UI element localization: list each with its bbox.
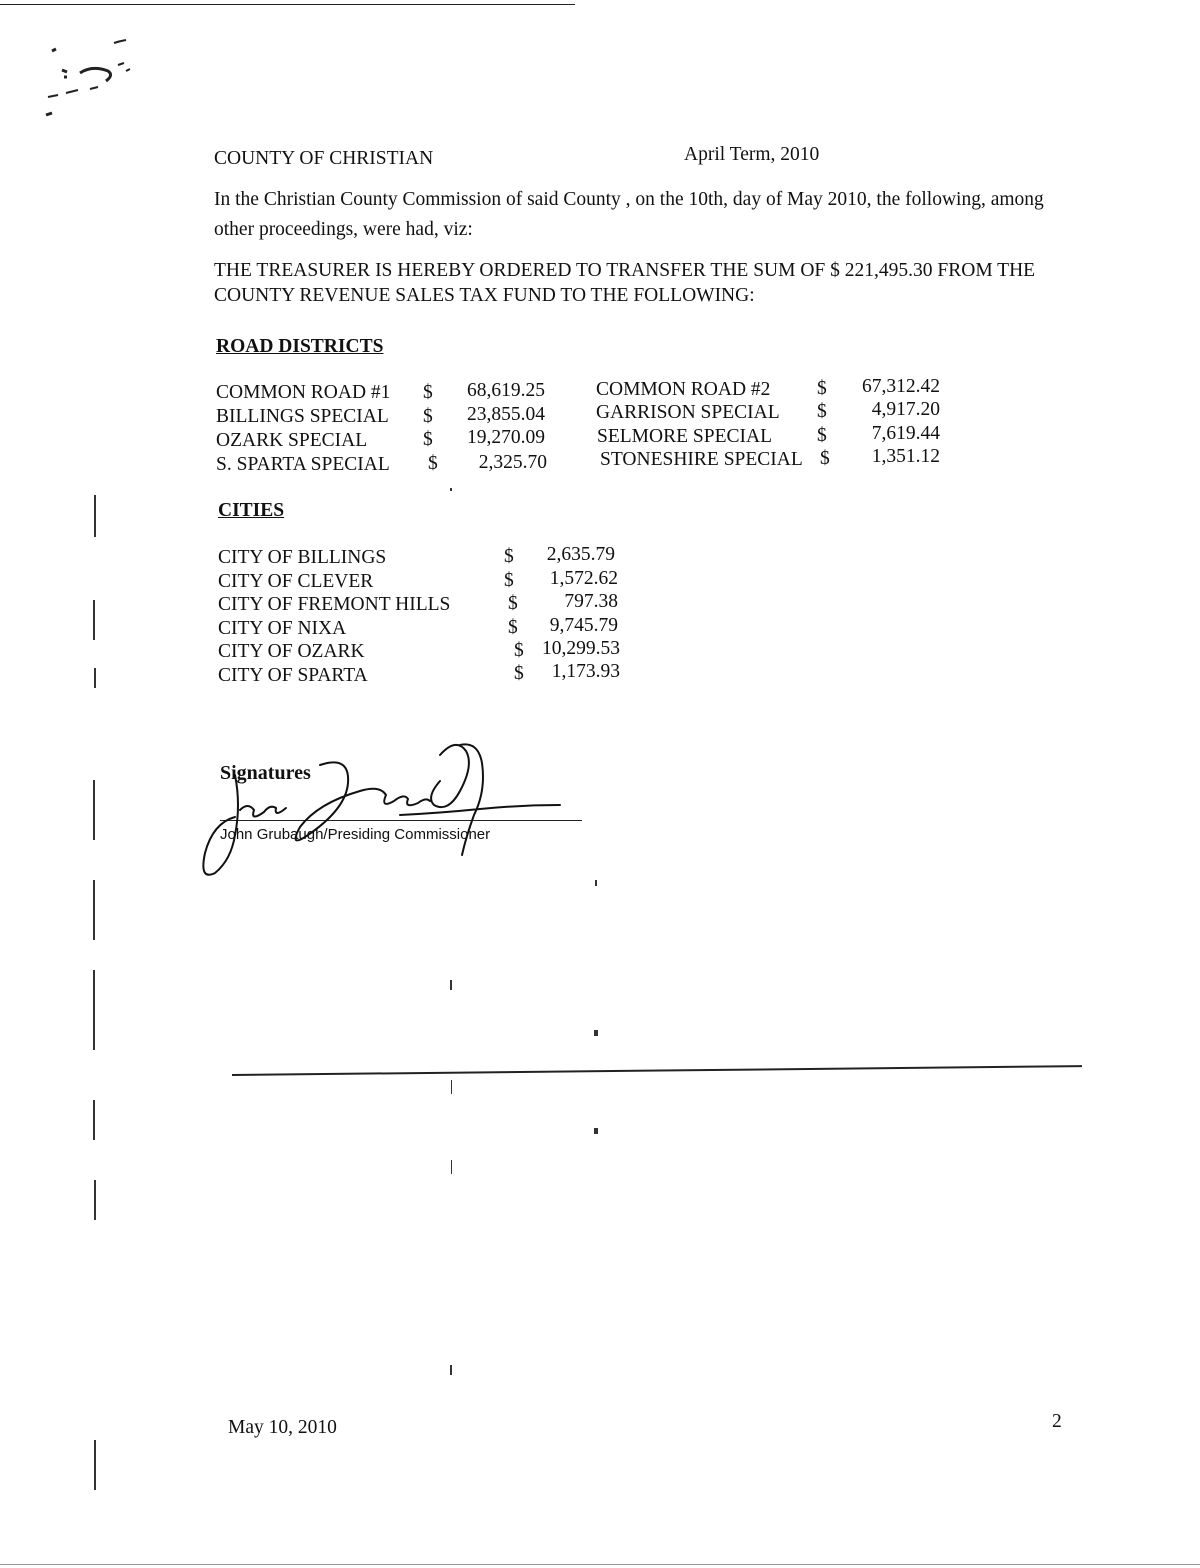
city-amount: 797.38 <box>564 591 618 612</box>
margin-mark <box>93 970 95 1050</box>
intro-line-1: In the Christian County Commission of said County , on the 10th, day of May 2010, the following, among <box>214 189 1044 210</box>
currency-symbol: $ <box>504 570 514 591</box>
road-district-amount: 7,619.44 <box>871 423 940 444</box>
scan-speck <box>451 1080 452 1094</box>
scan-speck <box>594 1128 598 1134</box>
scan-marks-icon <box>40 35 150 125</box>
city-amount: 2,635.79 <box>546 544 615 565</box>
road-district-name: BILLINGS SPECIAL <box>216 406 389 427</box>
city-amount: 1,572.62 <box>549 568 618 589</box>
margin-mark <box>94 668 96 688</box>
road-district-name: S. SPARTA SPECIAL <box>216 454 390 475</box>
intro-line-2: other proceedings, were had, viz: <box>214 219 473 240</box>
road-district-amount: 2,325.70 <box>478 452 547 473</box>
scan-edge-line <box>0 4 575 5</box>
city-amount: 10,299.53 <box>542 638 620 659</box>
city-amount: 9,745.79 <box>549 615 618 636</box>
county-name: COUNTY OF CHRISTIAN <box>214 148 434 169</box>
currency-symbol: $ <box>817 378 827 399</box>
road-district-name: SELMORE SPECIAL <box>597 426 772 447</box>
currency-symbol: $ <box>423 429 433 450</box>
signatures-heading: Signatures <box>220 762 311 784</box>
road-district-amount: 1,351.12 <box>871 446 940 467</box>
scan-speck <box>450 1365 452 1375</box>
bottom-scan-edge <box>0 1564 1200 1565</box>
city-name: CITY OF CLEVER <box>218 571 374 592</box>
page-number: 2 <box>1052 1411 1062 1432</box>
road-district-name: COMMON ROAD #2 <box>596 379 771 400</box>
currency-symbol: $ <box>514 663 524 684</box>
scan-speck <box>594 1030 598 1036</box>
currency-symbol: $ <box>817 401 827 422</box>
currency-symbol: $ <box>428 453 438 474</box>
road-district-amount: 19,270.09 <box>467 427 545 448</box>
scan-speck <box>595 880 597 886</box>
margin-mark <box>93 780 95 840</box>
city-name: CITY OF BILLINGS <box>218 547 387 568</box>
currency-symbol: $ <box>504 546 514 567</box>
road-district-name: COMMON ROAD #1 <box>216 382 391 403</box>
margin-mark <box>94 1180 96 1220</box>
term-label: April Term, 2010 <box>684 144 820 165</box>
margin-mark <box>93 1100 95 1140</box>
city-name: CITY OF SPARTA <box>218 665 368 686</box>
road-district-amount: 68,619.25 <box>467 380 545 401</box>
road-district-name: OZARK SPECIAL <box>216 430 368 451</box>
order-line-2: COUNTY REVENUE SALES TAX FUND TO THE FOLLOWING: <box>214 285 755 306</box>
road-district-name: GARRISON SPECIAL <box>596 402 780 423</box>
road-district-amount: 23,855.04 <box>467 404 545 425</box>
margin-mark <box>93 600 95 640</box>
margin-mark <box>94 495 96 537</box>
signature-icon <box>200 735 590 880</box>
currency-symbol: $ <box>508 617 518 638</box>
footer-rule <box>232 1065 1082 1076</box>
city-name: CITY OF NIXA <box>218 618 347 639</box>
footer-date: May 10, 2010 <box>228 1417 337 1438</box>
road-district-name: STONESHIRE SPECIAL <box>600 449 803 470</box>
order-line-1: THE TREASURER IS HEREBY ORDERED TO TRANSFER THE SUM OF $ 221,495.30 FROM THE <box>214 260 1036 281</box>
road-district-amount: 67,312.42 <box>862 376 940 397</box>
city-name: CITY OF FREMONT HILLS <box>218 594 451 615</box>
cities-heading: CITIES <box>218 500 285 521</box>
margin-mark <box>93 880 95 940</box>
road-district-amount: 4,917.20 <box>871 399 940 420</box>
currency-symbol: $ <box>423 406 433 427</box>
margin-mark <box>94 1440 96 1490</box>
city-name: CITY OF OZARK <box>218 641 365 662</box>
currency-symbol: $ <box>817 425 827 446</box>
city-amount: 1,173.93 <box>551 661 620 682</box>
currency-symbol: $ <box>508 593 518 614</box>
scan-speck <box>450 980 452 990</box>
currency-symbol: $ <box>423 382 433 403</box>
currency-symbol: $ <box>514 640 524 661</box>
signer-caption: John Grubaugh/Presiding Commissioner <box>220 826 491 843</box>
road-districts-heading: ROAD DISTRICTS <box>216 336 384 357</box>
scan-speck <box>451 1160 452 1174</box>
scan-speck <box>450 488 452 491</box>
currency-symbol: $ <box>820 448 830 469</box>
